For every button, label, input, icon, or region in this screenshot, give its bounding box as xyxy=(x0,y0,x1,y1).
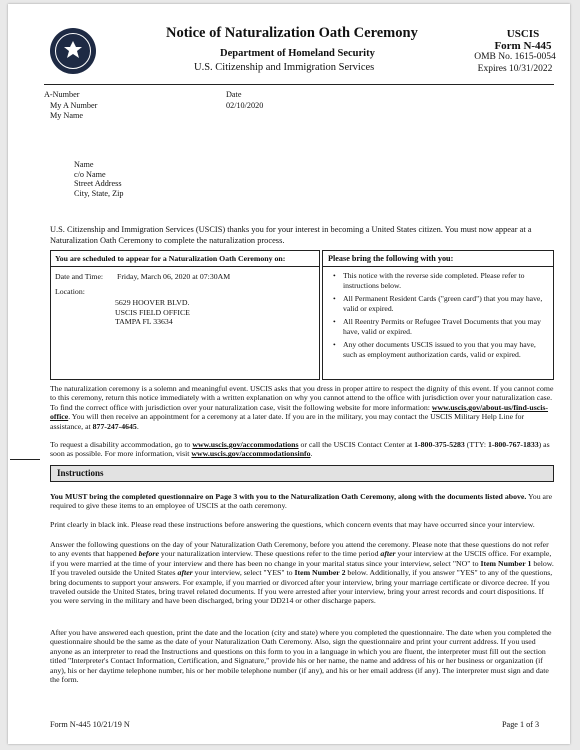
address-street: Street Address xyxy=(74,179,122,189)
bring-divider xyxy=(323,266,553,267)
ceremony-text: . You will then receive an appointment for a ceremony at a later date. If you are in the military, you may contact the USCIS Military Help Line for assistance, at xyxy=(50,412,525,431)
contact-center-phone: 1-800-375-5283 xyxy=(414,440,465,449)
item-number-1-ref: Item Number 1 xyxy=(480,558,532,568)
address-name: Name xyxy=(74,160,94,169)
location-street: 5629 HOOVER BLVD. xyxy=(115,298,190,307)
item-number-2-ref: Item Number 2 xyxy=(294,568,346,578)
applicant-name: My Name xyxy=(50,111,83,120)
bring-list xyxy=(333,271,547,363)
accommodation-text: or call the USCIS Contact Center at xyxy=(300,440,413,449)
form-number: Form N-445 xyxy=(494,40,552,52)
instruction-text: your interview, select "YES" to xyxy=(194,568,293,578)
instructions-paragraph-1: Print clearly in black ink. Please read these instructions before answering the questions, which concern events that may have occurred since your interview. xyxy=(50,520,535,529)
bring-item: • All Permanent Resident Cards ("green card") that you may have, valid or expired. xyxy=(333,294,547,313)
required-tail-text: You are required to give these items to an employee of USCIS at the oath ceremony. xyxy=(50,492,553,511)
instruction-text: your interview at the USCIS office. For example, if you were married at the time of your interview and there has been no change in your marital status since your interview, select "NO" to xyxy=(50,549,552,568)
datetime-value: Friday, March 06, 2020 at 07:30AM xyxy=(117,272,231,281)
accommodation-text: . xyxy=(310,449,313,459)
document-title: Notice of Naturalization Oath Ceremony xyxy=(166,25,418,41)
instructions-paragraph-2 xyxy=(50,540,554,606)
footer-page-number: Page 1 of 3 xyxy=(502,720,540,729)
location-city: TAMPA FL 33634 xyxy=(115,317,173,327)
department-name: Department of Homeland Security xyxy=(220,48,375,59)
tty-phone: 1-800-767-1833 xyxy=(487,440,539,449)
required-bold-text: You MUST bring the completed questionnaire on Page 3 with you to the Naturalization Oath Ceremony, along with the documents listed above. xyxy=(50,492,527,501)
instruction-text: your naturalization interview. These questions refer to the time period xyxy=(160,549,379,559)
instruction-text: Answer the following questions on the day of your Naturalization Oath Ceremony, before you attend the ceremony. Please note that these questions do not refer to any events that happened xyxy=(50,540,549,559)
instructions-required-paragraph xyxy=(50,492,554,511)
instruction-text: below. Additionally, if you answer "YES" to any of the questions, bring documents to support your answers. For example, if you married or divorced after your interview, bring your marriage certificate or divorce decree. If you traveled outside the United States, bring travel related documents. If you were arrested after your interview, bring your arrest records and court dispositions. If you were serving in the military and have been discharged, bring your DD214 or other discharge papers. xyxy=(50,568,553,606)
expiration-date: Expires 10/31/2022 xyxy=(477,63,553,74)
emphasis-before: before xyxy=(138,549,159,559)
date-value: 02/10/2020 xyxy=(226,101,264,110)
ceremony-text: The naturalization ceremony is a solemn and meaningful event. USCIS asks that you dress in proper attire to respect the dignity of this event. If you cannot come to this ceremony, return this notice immediately with a written explanation on why you cannot attend to the office with jurisdiction over your naturalization case. To find the correct office with jurisdiction over your naturalization case, visit the following website for more information: xyxy=(50,384,554,412)
form-identifier xyxy=(478,28,568,52)
intro-paragraph: U.S. Citizenship and Immigration Services (USCIS) thanks you for your interest in becoming a United States citizen. You must now appear at a Naturalization Oath Ceremony to complete the naturalization process. xyxy=(50,225,532,245)
bring-item: • This notice with the reverse side completed. Please refer to instructions below. xyxy=(333,271,547,290)
accommodation-text: To request a disability accommodation, go to xyxy=(50,440,191,449)
date-label: Date xyxy=(226,90,242,99)
schedule-heading: You are scheduled to appear for a Naturalization Oath Ceremony on: xyxy=(55,254,286,263)
find-office-link[interactable]: www.uscis.gov/about-us/find-uscis-office xyxy=(50,402,549,422)
accommodation-text: ) as soon as possible. For more information, visit xyxy=(50,440,550,459)
location-office: USCIS FIELD OFFICE xyxy=(115,307,190,317)
ceremony-text: . xyxy=(136,421,139,431)
emphasis-after: after xyxy=(177,568,193,578)
mailing-address xyxy=(74,160,124,198)
bring-item: • Any other documents USCIS issued to you that you may have, such as employment authorization cards, valid or expired. xyxy=(333,340,547,359)
footer-form-id: Form N-445 10/21/19 N xyxy=(50,720,130,729)
a-number-value: My A Number xyxy=(50,101,98,110)
schedule-box xyxy=(50,250,320,380)
header-divider xyxy=(44,84,554,85)
instructions-header xyxy=(50,465,554,482)
address-city-state-zip: City, State, Zip xyxy=(74,188,124,198)
address-care-of: c/o Name xyxy=(74,169,106,179)
location-address xyxy=(115,298,190,327)
schedule-divider xyxy=(51,266,319,267)
instructions-paragraph-3: After you have answered each question, print the date and the location (city and state) where you completed the questionnaire. The date when you completed the questionnaire should be the same as the date of your Naturalization Oath Ceremony. Also, sign the questionnaire and print your current address. If you used anyone as an interpreter to read the Instructions and questions on this form to you in a language in which you are fluent, the interpreter must fill out the section titled "Interpreter's Contact Information, Certification, and Signature," provide his or her name, the name and address of his or her business or organization (if any), his or her daytime telephone number, his or her mobile telephone number (if any), and his or her email address (if any). The interpreter must sign and date the form. xyxy=(50,628,552,685)
a-number-label: A-Number xyxy=(44,90,80,99)
accommodations-link[interactable]: www.uscis.gov/accommodations xyxy=(192,440,299,449)
margin-mark xyxy=(10,459,40,460)
accommodations-info-link[interactable]: www.uscis.gov/accommodationsinfo xyxy=(191,449,311,459)
bring-heading: Please bring the following with you: xyxy=(328,254,454,263)
datetime-label: Date and Time: xyxy=(55,272,104,281)
emphasis-after: after xyxy=(380,549,396,559)
military-phone: 877-247-4645 xyxy=(92,421,137,431)
instructions-heading: Instructions xyxy=(57,468,104,478)
accommodation-text: (TTY: xyxy=(466,440,486,449)
omb-block xyxy=(460,52,570,75)
location-label: Location: xyxy=(55,287,85,296)
ceremony-paragraph xyxy=(50,384,554,431)
document-page xyxy=(8,4,570,744)
bring-item: • All Reentry Permits or Refugee Travel Documents that you may have, valid or expired. xyxy=(333,317,547,336)
agency-name: U.S. Citizenship and Immigration Services xyxy=(194,62,375,73)
accommodation-paragraph xyxy=(50,440,554,459)
omb-number: OMB No. 1615-0054 xyxy=(474,52,556,62)
bring-items-box xyxy=(322,250,554,380)
org-label: USCIS xyxy=(506,28,540,40)
instruction-text: below. If you traveled outside the United States xyxy=(50,558,554,578)
dhs-seal-icon xyxy=(50,28,96,74)
